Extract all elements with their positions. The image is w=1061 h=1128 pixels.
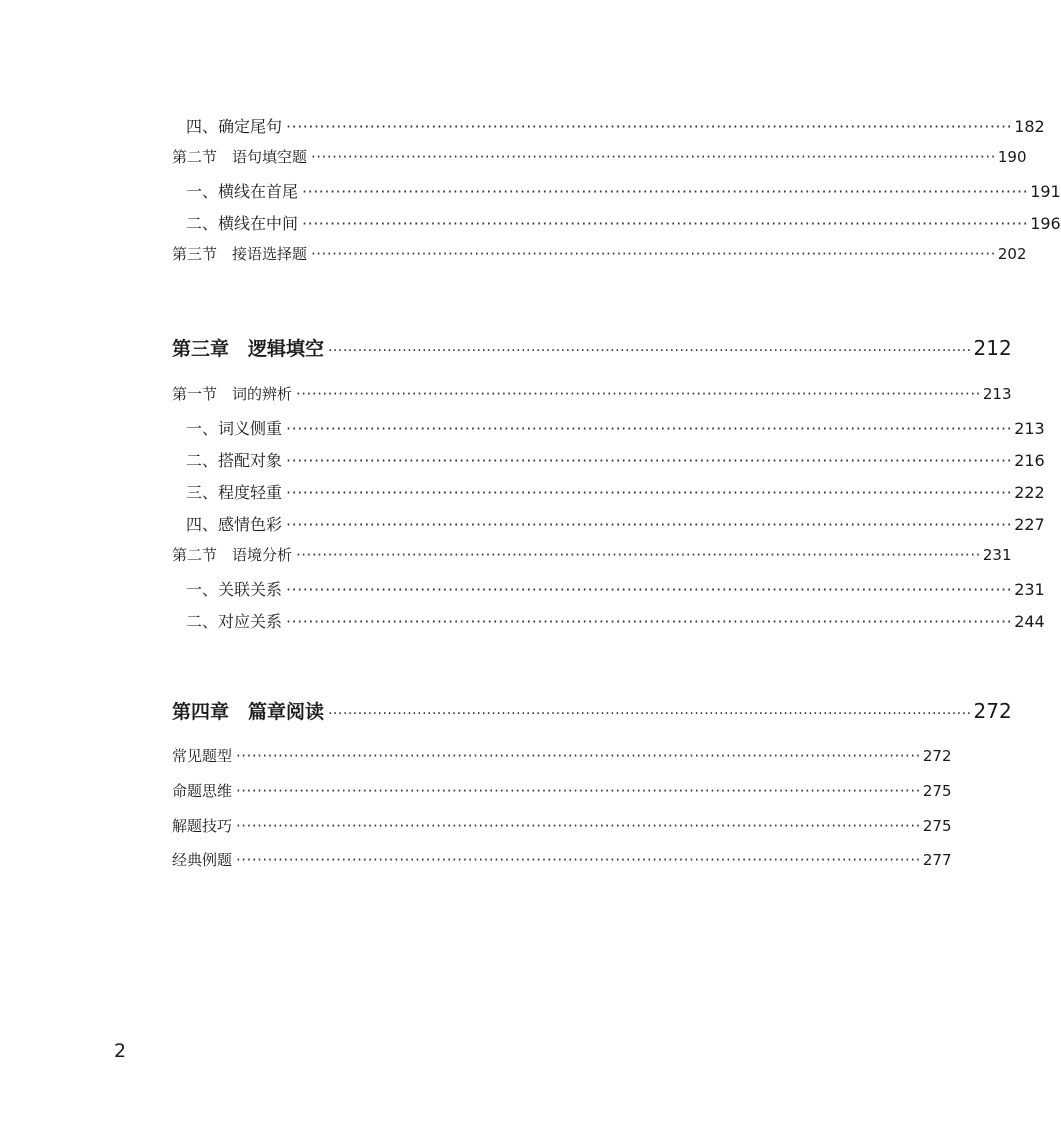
toc-entry-page: 272 <box>973 699 1012 723</box>
toc-entry-page: 213 <box>982 385 1012 403</box>
toc-entry-page: 222 <box>1014 483 1045 502</box>
toc-entry[interactable] <box>172 416 1045 439</box>
toc-entry-label: 一、词义侧重 <box>186 419 283 438</box>
toc-entry-page: 275 <box>922 782 952 800</box>
toc-entry-page: 213 <box>1014 419 1045 438</box>
toc-entry-label: 命题思维 <box>172 782 233 800</box>
dot-leader: ·································································································································· <box>236 782 921 800</box>
dot-leader: ·································································································································· <box>236 851 921 869</box>
dot-leader: ·································································································································· <box>328 343 972 359</box>
toc-entry[interactable] <box>172 114 1045 137</box>
toc-entry-label: 第二节 语句填空题 <box>172 148 308 166</box>
toc-entry-label: 常见题型 <box>172 747 233 765</box>
toc-entry[interactable] <box>172 448 1045 471</box>
dot-leader: ·································································································································· <box>236 817 921 835</box>
toc-entry-label: 二、对应关系 <box>186 612 283 631</box>
toc-entry[interactable] <box>172 849 952 870</box>
toc-entry-page: 216 <box>1014 451 1045 470</box>
dot-leader: ·································································································································· <box>286 580 1013 599</box>
toc-entry[interactable] <box>172 243 1027 264</box>
toc-entry[interactable] <box>172 512 1045 535</box>
toc-chapter-heading[interactable] <box>172 334 1012 361</box>
toc-entry[interactable] <box>172 745 952 766</box>
dot-leader: ·································································································································· <box>286 515 1013 534</box>
toc-entry-page: 182 <box>1014 117 1045 136</box>
toc-entry-page: 231 <box>1014 580 1045 599</box>
toc-entry-label: 解题技巧 <box>172 817 233 835</box>
dot-leader: ·································································································································· <box>311 148 996 166</box>
toc-entry[interactable] <box>172 544 1012 565</box>
dot-leader: ·································································································································· <box>296 385 981 403</box>
toc-entry-page: 190 <box>997 148 1027 166</box>
toc-entry-label: 第四章 篇章阅读 <box>172 701 325 723</box>
page-number: 2 <box>114 1040 127 1062</box>
toc-entry-label: 第二节 语境分析 <box>172 546 293 564</box>
toc-entry[interactable] <box>172 179 1061 202</box>
toc-chapter-heading[interactable] <box>172 697 1012 724</box>
toc-entry-label: 第三节 接语选择题 <box>172 245 308 263</box>
dot-leader: ·································································································································· <box>286 419 1013 438</box>
dot-leader: ·································································································································· <box>286 612 1013 631</box>
dot-leader: ·································································································································· <box>286 451 1013 470</box>
toc-entry-label: 第一节 词的辨析 <box>172 385 293 403</box>
dot-leader: ·································································································································· <box>302 214 1029 233</box>
toc-entry-page: 227 <box>1014 515 1045 534</box>
toc-entry-label: 四、确定尾句 <box>186 117 283 136</box>
dot-leader: ·································································································································· <box>296 546 981 564</box>
toc-entry-page: 196 <box>1030 214 1061 233</box>
dot-leader: ·································································································································· <box>286 483 1013 502</box>
toc-entry-label: 三、程度轻重 <box>186 483 283 502</box>
dot-leader: ·································································································································· <box>236 747 921 765</box>
toc-entry-page: 277 <box>922 851 952 869</box>
toc-entry-page: 272 <box>922 747 952 765</box>
toc-entry[interactable] <box>172 383 1012 404</box>
toc-entry-page: 212 <box>973 336 1012 360</box>
toc-entry-label: 四、感情色彩 <box>186 515 283 534</box>
toc-entry-label: 二、横线在中间 <box>186 214 299 233</box>
dot-leader: ·································································································································· <box>302 182 1029 201</box>
dot-leader: ·································································································································· <box>286 117 1013 136</box>
toc-entry[interactable] <box>172 577 1045 600</box>
toc-entry-page: 244 <box>1014 612 1045 631</box>
toc-entry[interactable] <box>172 480 1045 503</box>
dot-leader: ·································································································································· <box>328 706 972 722</box>
toc-entry-page: 202 <box>997 245 1027 263</box>
toc-entry[interactable] <box>172 815 952 836</box>
toc-entry[interactable] <box>172 211 1061 234</box>
toc-entry[interactable] <box>172 146 1027 167</box>
toc-entry-label: 经典例题 <box>172 851 233 869</box>
toc-entry-label: 一、横线在首尾 <box>186 182 299 201</box>
toc-entry-label: 二、搭配对象 <box>186 451 283 470</box>
dot-leader: ·································································································································· <box>311 245 996 263</box>
toc-entry-page: 231 <box>982 546 1012 564</box>
toc-entry-page: 191 <box>1030 182 1061 201</box>
toc-entry-page: 275 <box>922 817 952 835</box>
toc-entry[interactable] <box>172 780 952 801</box>
toc-entry-label: 第三章 逻辑填空 <box>172 338 325 360</box>
toc-entry[interactable] <box>172 609 1045 632</box>
toc-entry-label: 一、关联关系 <box>186 580 283 599</box>
